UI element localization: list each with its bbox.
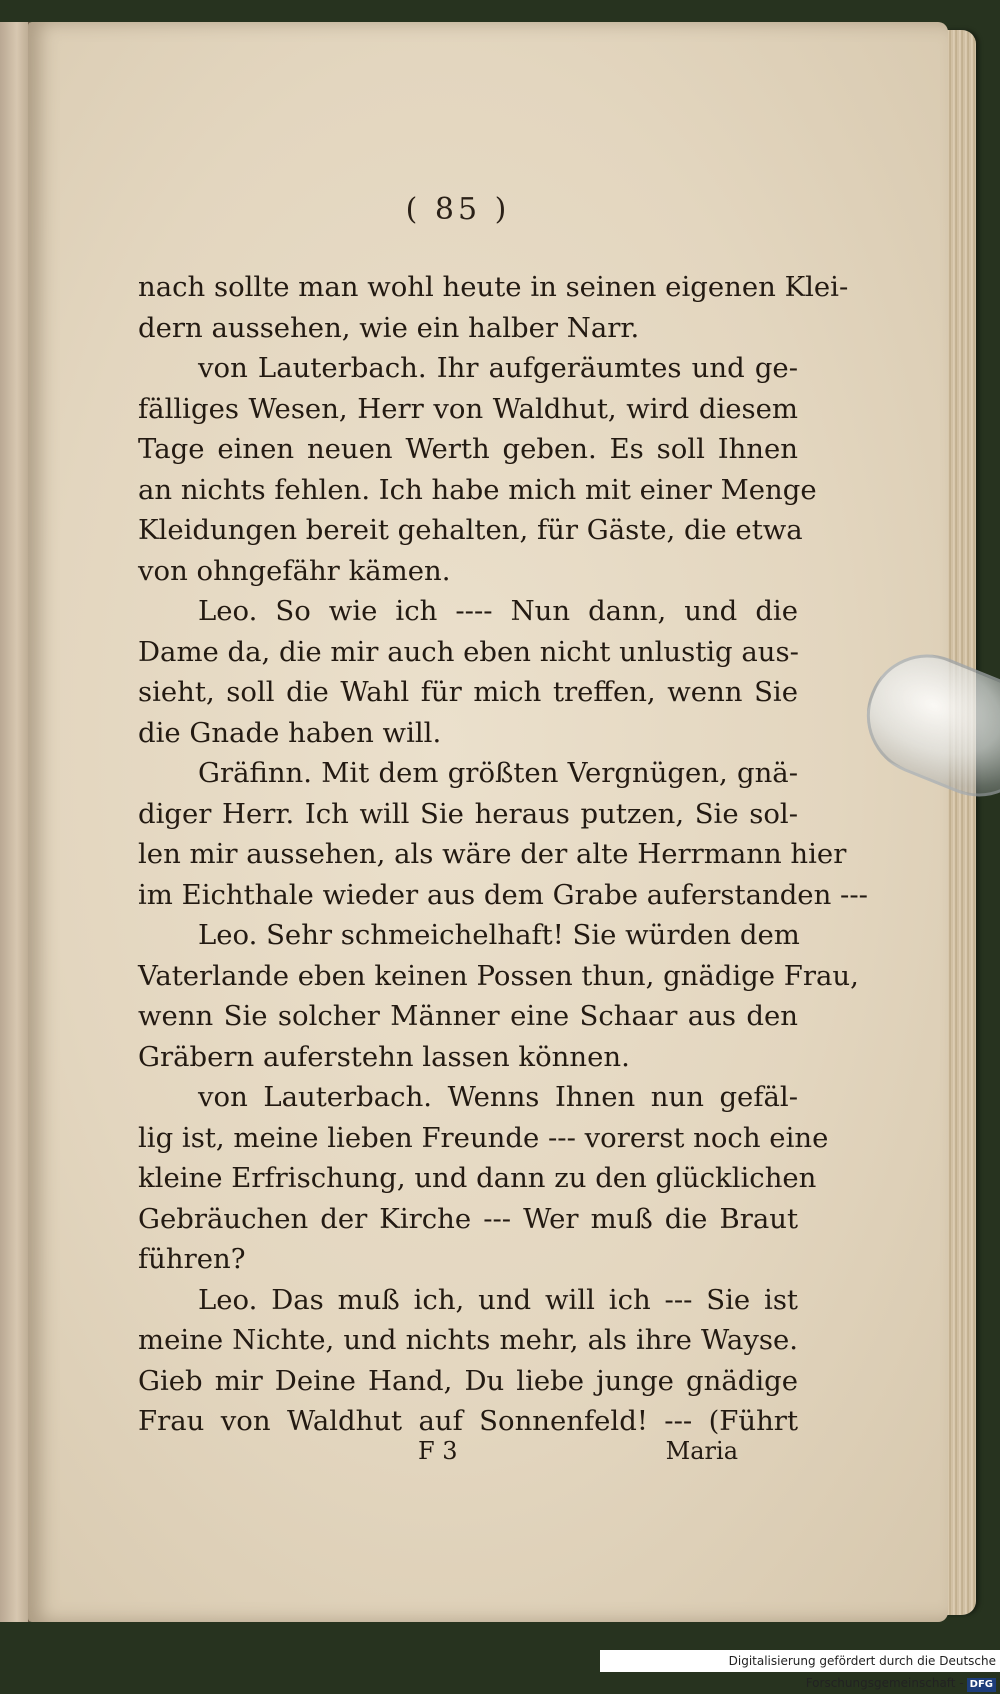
dfg-logo: DFG xyxy=(967,1678,996,1692)
text-line xyxy=(138,632,798,673)
text-line xyxy=(138,510,803,551)
line-text: wenn Sie solcher Männer eine Schaar aus den xyxy=(138,1000,798,1032)
text-line xyxy=(138,551,798,592)
word: dern aussehen, wie ein halber Narr. xyxy=(138,311,640,344)
line-text: Leo. Sehr schmeichelhaft! Sie würden dem xyxy=(198,919,800,951)
line-text: kleine Erfrischung, und dann zu den glücklichen xyxy=(138,1162,817,1194)
page-number: ( 85 ) xyxy=(405,192,511,227)
line-text: Leo. Das muß ich, und will ich --- Sie ist xyxy=(198,1283,798,1316)
line-text: Gräfinn. Mit dem größten Vergnügen, gnä- xyxy=(198,757,798,789)
dfg-footer-text: Digitalisierung gefördert durch die Deutsche Forschungsgemeinschaft - xyxy=(728,1654,996,1690)
page-text xyxy=(138,267,868,1442)
text-line xyxy=(138,308,798,349)
left-page-edge xyxy=(0,22,30,1622)
line-text: sieht, soll die Wahl für mich treffen, wenn Sie xyxy=(138,676,798,708)
text-line xyxy=(138,1320,798,1361)
line-text: Dame da, die mir auch eben nicht unlustig aus- xyxy=(138,635,799,668)
text-line xyxy=(138,713,798,754)
line-text: diger Herr. Ich will Sie heraus putzen, Sie sol- xyxy=(138,797,798,830)
line-text: im Eichthale wieder aus dem Grabe auferstanden --- xyxy=(138,878,868,911)
text-line xyxy=(138,1239,798,1280)
line-text: Vaterlande eben keinen Possen thun, gnädige Frau, xyxy=(138,959,859,992)
text-line xyxy=(138,1401,798,1442)
text-line xyxy=(138,429,798,470)
line-text: lig ist, meine lieben Freunde --- vorerst noch eine xyxy=(138,1121,829,1154)
catchword: Maria xyxy=(665,1437,738,1465)
signature-mark: F 3 xyxy=(418,1437,458,1465)
text-line xyxy=(138,1199,798,1240)
text-line xyxy=(138,956,859,997)
text-line xyxy=(138,1077,798,1118)
text-line xyxy=(138,470,817,511)
book-page xyxy=(28,22,948,1622)
line-text: Gieb mir Deine Hand, Du liebe junge gnädige xyxy=(138,1364,798,1397)
text-line xyxy=(138,672,798,713)
line-text: an nichts fehlen. Ich habe mich mit einer Menge xyxy=(138,473,817,506)
line-text: Gebräuchen der Kirche --- Wer muß die Braut xyxy=(138,1202,798,1235)
text-line xyxy=(138,389,798,430)
word: führen? xyxy=(138,1243,246,1275)
line-text: nach sollte man wohl heute in seinen eigenen Klei- xyxy=(138,271,849,303)
word: die Gnade haben will. xyxy=(138,716,442,749)
line-text: len mir aussehen, als wäre der alte Herrmann hier xyxy=(138,838,847,870)
text-line xyxy=(138,794,798,835)
line-text: Kleidungen bereit gehalten, für Gäste, die etwa xyxy=(138,514,803,546)
dfg-footer xyxy=(600,1650,1000,1690)
line-text: Frau von Waldhut auf Sonnenfeld! --- (Führt xyxy=(138,1405,798,1437)
text-line xyxy=(138,1158,817,1199)
text-line xyxy=(138,1280,798,1321)
text-line xyxy=(138,348,798,389)
text-line xyxy=(138,1361,798,1402)
line-text: Tage einen neuen Werth geben. Es soll Ihnen xyxy=(138,433,798,465)
text-line xyxy=(138,591,798,632)
line-text: Leo. So wie ich ---- Nun dann, und die xyxy=(198,595,798,627)
text-line xyxy=(138,267,849,308)
text-line xyxy=(138,996,798,1037)
line-text: meine Nichte, und nichts mehr, als ihre Wayse. xyxy=(138,1324,798,1356)
text-line xyxy=(138,915,798,956)
text-line xyxy=(138,834,847,875)
word: Gräbern auferstehn lassen können. xyxy=(138,1040,630,1073)
text-line xyxy=(138,753,798,794)
page-footer-marks xyxy=(418,1437,738,1477)
word: von ohngefähr kämen. xyxy=(138,554,451,587)
text-line xyxy=(138,875,868,916)
line-text: von Lauterbach. Wenns Ihnen nun gefäl- xyxy=(198,1081,798,1113)
text-line xyxy=(138,1037,798,1078)
line-text: fälliges Wesen, Herr von Waldhut, wird diesem xyxy=(138,392,798,425)
line-text: von Lauterbach. Ihr aufgeräumtes und ge- xyxy=(198,352,798,384)
text-line xyxy=(138,1118,829,1159)
